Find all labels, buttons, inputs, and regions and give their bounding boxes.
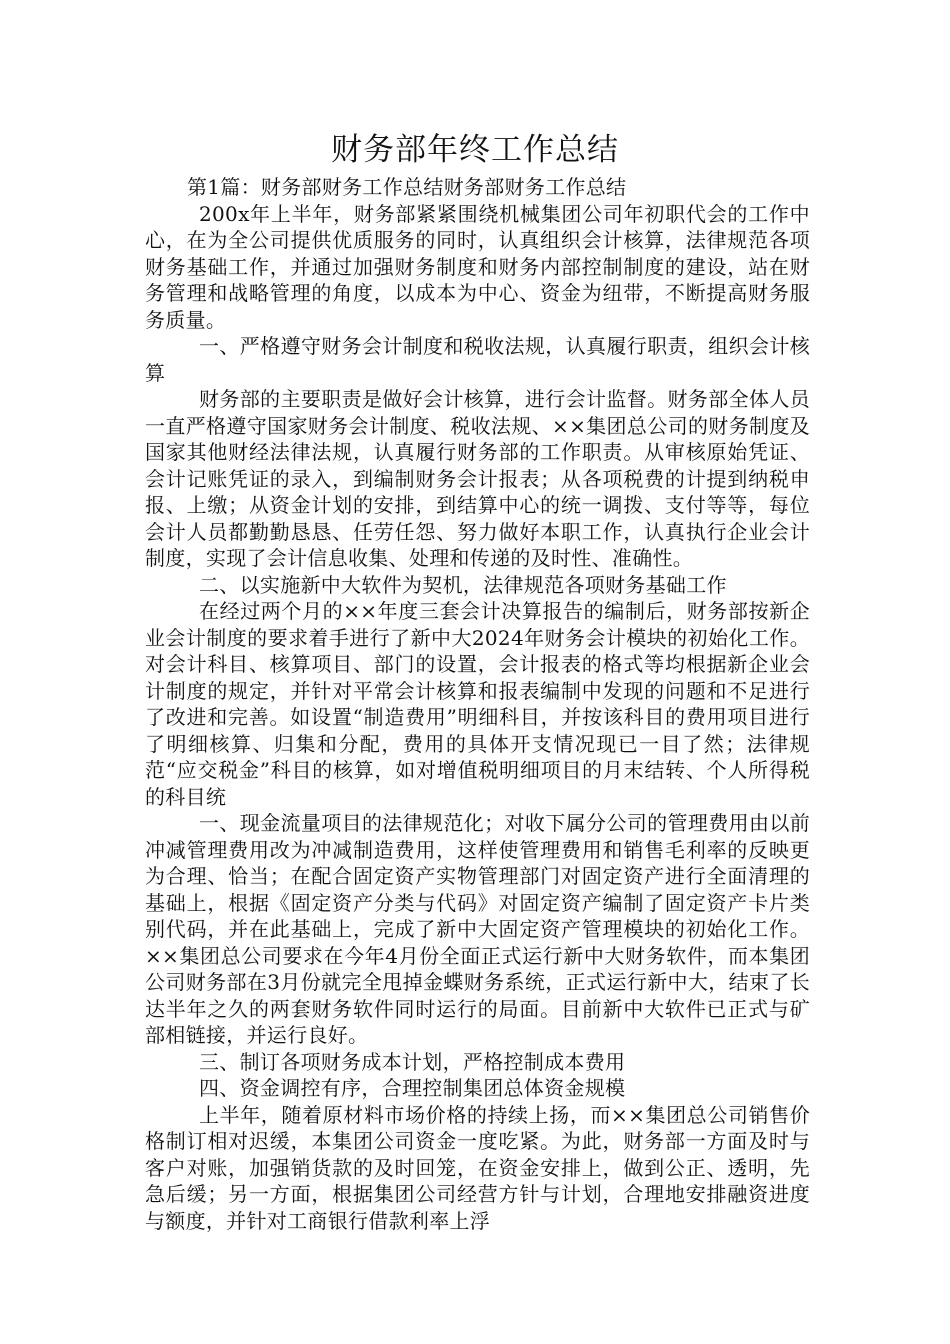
paragraph-intro: 200x年上半年，财务部紧紧围绕机械集团公司年初职代会的工作中心，在为全公司提供优质服务的同时，认真组织会计核算，法律规范各项财务基础工作，并通过加强财务制度和财务内部控制制度的建设，站在财务管理和战略管理的角度，以成本为中心、资金为纽带，不断提高财务服务质量。	[145, 201, 810, 332]
paragraph-cashflow: 一、现金流量项目的法律规范化；对收下属分公司的管理费用由以前冲减管理费用改为冲减制造费用，这样使管理费用和销售毛利率的反映更为合理、恰当；在配合固定资产实物管理部门对固定资产进行全面清理的基础上，根据《固定资产分类与代码》对固定资产编制了固定资产卡片类别代码，并在此基础上，完成了新中大固定资产管理模块的初始化工作。××集团总公司要求在今年4月份全面正式运行新中大财务软件，而本集团公司财务部在3月份就完全甩掉金蝶财务系统，正式运行新中大，结束了长达半年之久的两套财务软件同时运行的局面。目前新中大软件已正式与矿部相链接，并运行良好。	[145, 811, 810, 1047]
paragraph-software: 在经过两个月的××年度三套会计决算报告的编制后，财务部按新企业会计制度的要求着手进行了新中大2024年财务会计模块的初始化工作。对会计科目、核算项目、部门的设置，会计报表的格式等均根据新企业会计制度的规定，并针对平常会计核算和报表编制中发现的问题和不足进行了改进和完善。如设置“制造费用”明细科目，并按该科目的费用项目进行了明细核算、归集和分配，费用的具体开支情况现已一目了然；法律规范“应交税金”科目的核算，如对增值税明细项目的月末结转、个人所得税的科目统	[145, 599, 810, 809]
section-heading-1: 一、严格遵守财务会计制度和税收法规，认真履行职责，组织会计核算	[145, 334, 810, 385]
section-heading-2: 二、以实施新中大软件为契机，法律规范各项财务基础工作	[199, 572, 727, 597]
document-title: 财务部年终工作总结	[331, 132, 619, 168]
section-heading-3: 三、制订各项财务成本计划，严格控制成本费用	[199, 1049, 626, 1074]
document-body	[145, 174, 810, 1234]
paragraph-funds: 上半年，随着原材料市场价格的持续上扬，而××集团总公司销售价格制订相对迟缓，本集团公司资金一度吃紧。为此，财务部一方面及时与客户对账，加强销货款的及时回笼，在资金安排上，做到公正、透明，先急后缓；另一方面，根据集团公司经营方针与计划，合理地安排融资进度与额度，并针对工商银行借款利率上浮	[145, 1102, 810, 1233]
document-subtitle: 第1篇：财务部财务工作总结财务部财务工作总结	[187, 175, 627, 199]
section-heading-4: 四、资金调控有序，合理控制集团总体资金规模	[199, 1076, 626, 1100]
paragraph-duties: 财务部的主要职责是做好会计核算，进行会计监督。财务部全体人员一直严格遵守国家财务会计制度、税收法规、××集团总公司的财务制度及国家其他财经法律法规，认真履行财务部的工作职责。从审核原始凭证、会计记账凭证的录入，到编制财务会计报表；从各项税费的计提到纳税申报、上缴；从资金计划的安排，到结算中心的统一调拨、支付等等，每位会计人员都勤勤恳恳、任劳任怨、努力做好本职工作，认真执行企业会计制度，实现了会计信息收集、处理和传递的及时性、准确性。	[145, 387, 810, 570]
